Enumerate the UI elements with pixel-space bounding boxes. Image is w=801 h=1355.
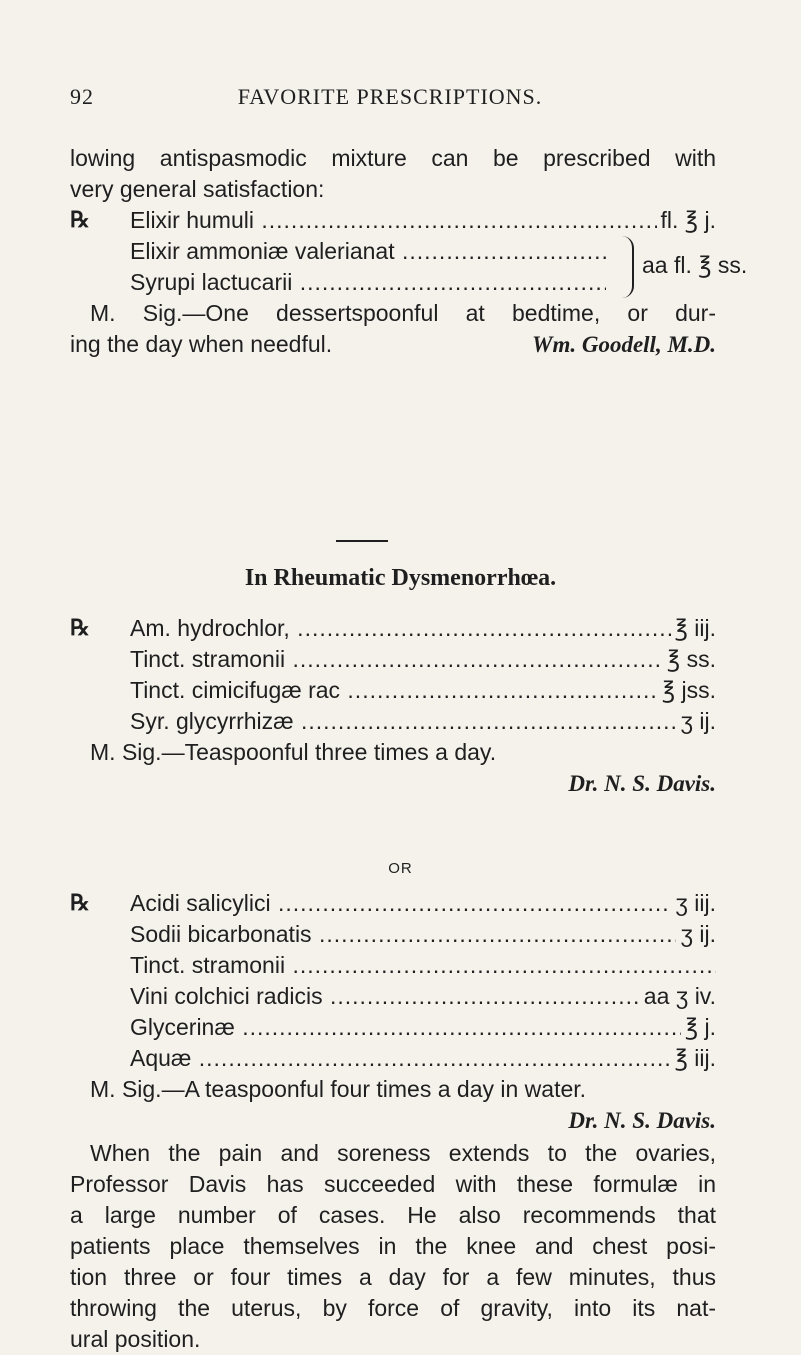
ingredient-dose: ℥ iij. [671,1043,716,1074]
closing-line: tion three or four times a day for a few minutes, thus [70,1264,716,1290]
rx-row [70,644,716,675]
shared-dose: aa fl. ℥ ss. [642,252,748,278]
ingredient-name: Tinct. cimicifugæ rac ..... [130,675,716,706]
brace-icon [618,236,634,298]
rx-row [70,205,716,236]
ingredient-dose: ʒ ij. [676,706,716,737]
closing-line: throwing the uterus, by force of gravity, into its nat- [70,1295,716,1321]
ingredient-name: Aquæ ..... [130,1043,716,1074]
sig-line-text: ing the day when needful. [70,331,333,357]
ingredient-dose: ℥ jss. [658,675,716,706]
divider-rule [336,540,388,542]
prescription-3 [70,888,716,1136]
closing-line: patients place themselves in the knee and chest posi- [70,1233,716,1259]
rx-row [70,613,716,644]
rx-row [70,888,716,919]
intro-paragraph [70,143,716,205]
signature: Wm. Goodell, M.D. [532,332,716,357]
prescription-1 [70,205,748,360]
ingredient-name: Sodii bicarbonatis ..... [130,919,716,950]
ingredient-dose: fl. ℥ j. [657,205,716,236]
closing-line: a large number of cases. He also recommends that [70,1202,716,1228]
rx-row [70,1043,716,1074]
ingredient-name: Elixir ammoniæ valerianat ..... [130,236,606,267]
rx-row [70,706,716,737]
ingredient-name: Tinct. stramonii ..... [130,950,716,981]
rx-symbol-icon: ℞ [70,615,90,641]
closing-paragraph [70,1138,716,1355]
ingredient-dose: ʒ iij. [671,888,716,919]
sig-line: M. Sig.—A teaspoonful four times a day in water. [90,1076,587,1102]
brace-group [70,236,748,298]
ingredient-dose: ℥ iij. [671,613,716,644]
section-heading: In Rheumatic Dysmenorrhœa. [244,565,557,591]
closing-line: ural position. [70,1326,201,1352]
ingredient-dose: ℥ ss. [663,644,716,675]
closing-line: When the pain and soreness extends to the ovaries, [90,1140,716,1166]
or-separator: OR [388,860,413,877]
ingredient-name: Am. hydrochlor, ..... [130,613,716,644]
rx-symbol-icon: ℞ [70,207,90,233]
ingredient-dose: ʒ ij. [676,919,716,950]
prescription-2 [70,613,716,799]
ingredient-name: Acidi salicylici ..... [130,888,716,919]
rx-row [70,919,716,950]
rx-row [70,981,716,1012]
rx-row [70,675,716,706]
page-header [70,84,710,116]
intro-line: lowing antispasmodic mixture can be prescribed with [70,145,716,171]
ingredient-name: Glycerinæ ..... [130,1012,716,1043]
ingredient-dose: ℥ j. [681,1012,716,1043]
closing-line: Professor Davis has succeeded with these formulæ in [70,1171,716,1197]
ingredient-name: Syrupi lactucarii ..... [130,267,606,298]
ingredient-name: Syr. glycyrrhizæ ..... [130,706,716,737]
ingredient-name: Elixir humuli ..... [130,205,716,236]
ingredient-name: Tinct. stramonii ..... [130,644,716,675]
sig-line-2 [70,329,716,360]
intro-line: very general satisfaction: [70,176,325,202]
running-title: FAVORITE PRESCRIPTIONS. [237,84,543,109]
rx-row [70,1012,716,1043]
page-number: 92 [70,84,94,109]
ingredient-dose: aa ʒ iv. [640,981,716,1012]
ingredient-name: Vini colchici radicis ..... [130,981,716,1012]
sig-line: M. Sig.—Teaspoonful three times a day. [90,739,497,765]
sig-line: M. Sig.—One dessertspoonful at bedtime, or dur- [90,300,716,326]
signature: Dr. N. S. Davis. [568,1108,716,1133]
signature: Dr. N. S. Davis. [568,771,716,796]
rx-symbol-icon: ℞ [70,890,90,916]
rx-row [70,950,716,981]
